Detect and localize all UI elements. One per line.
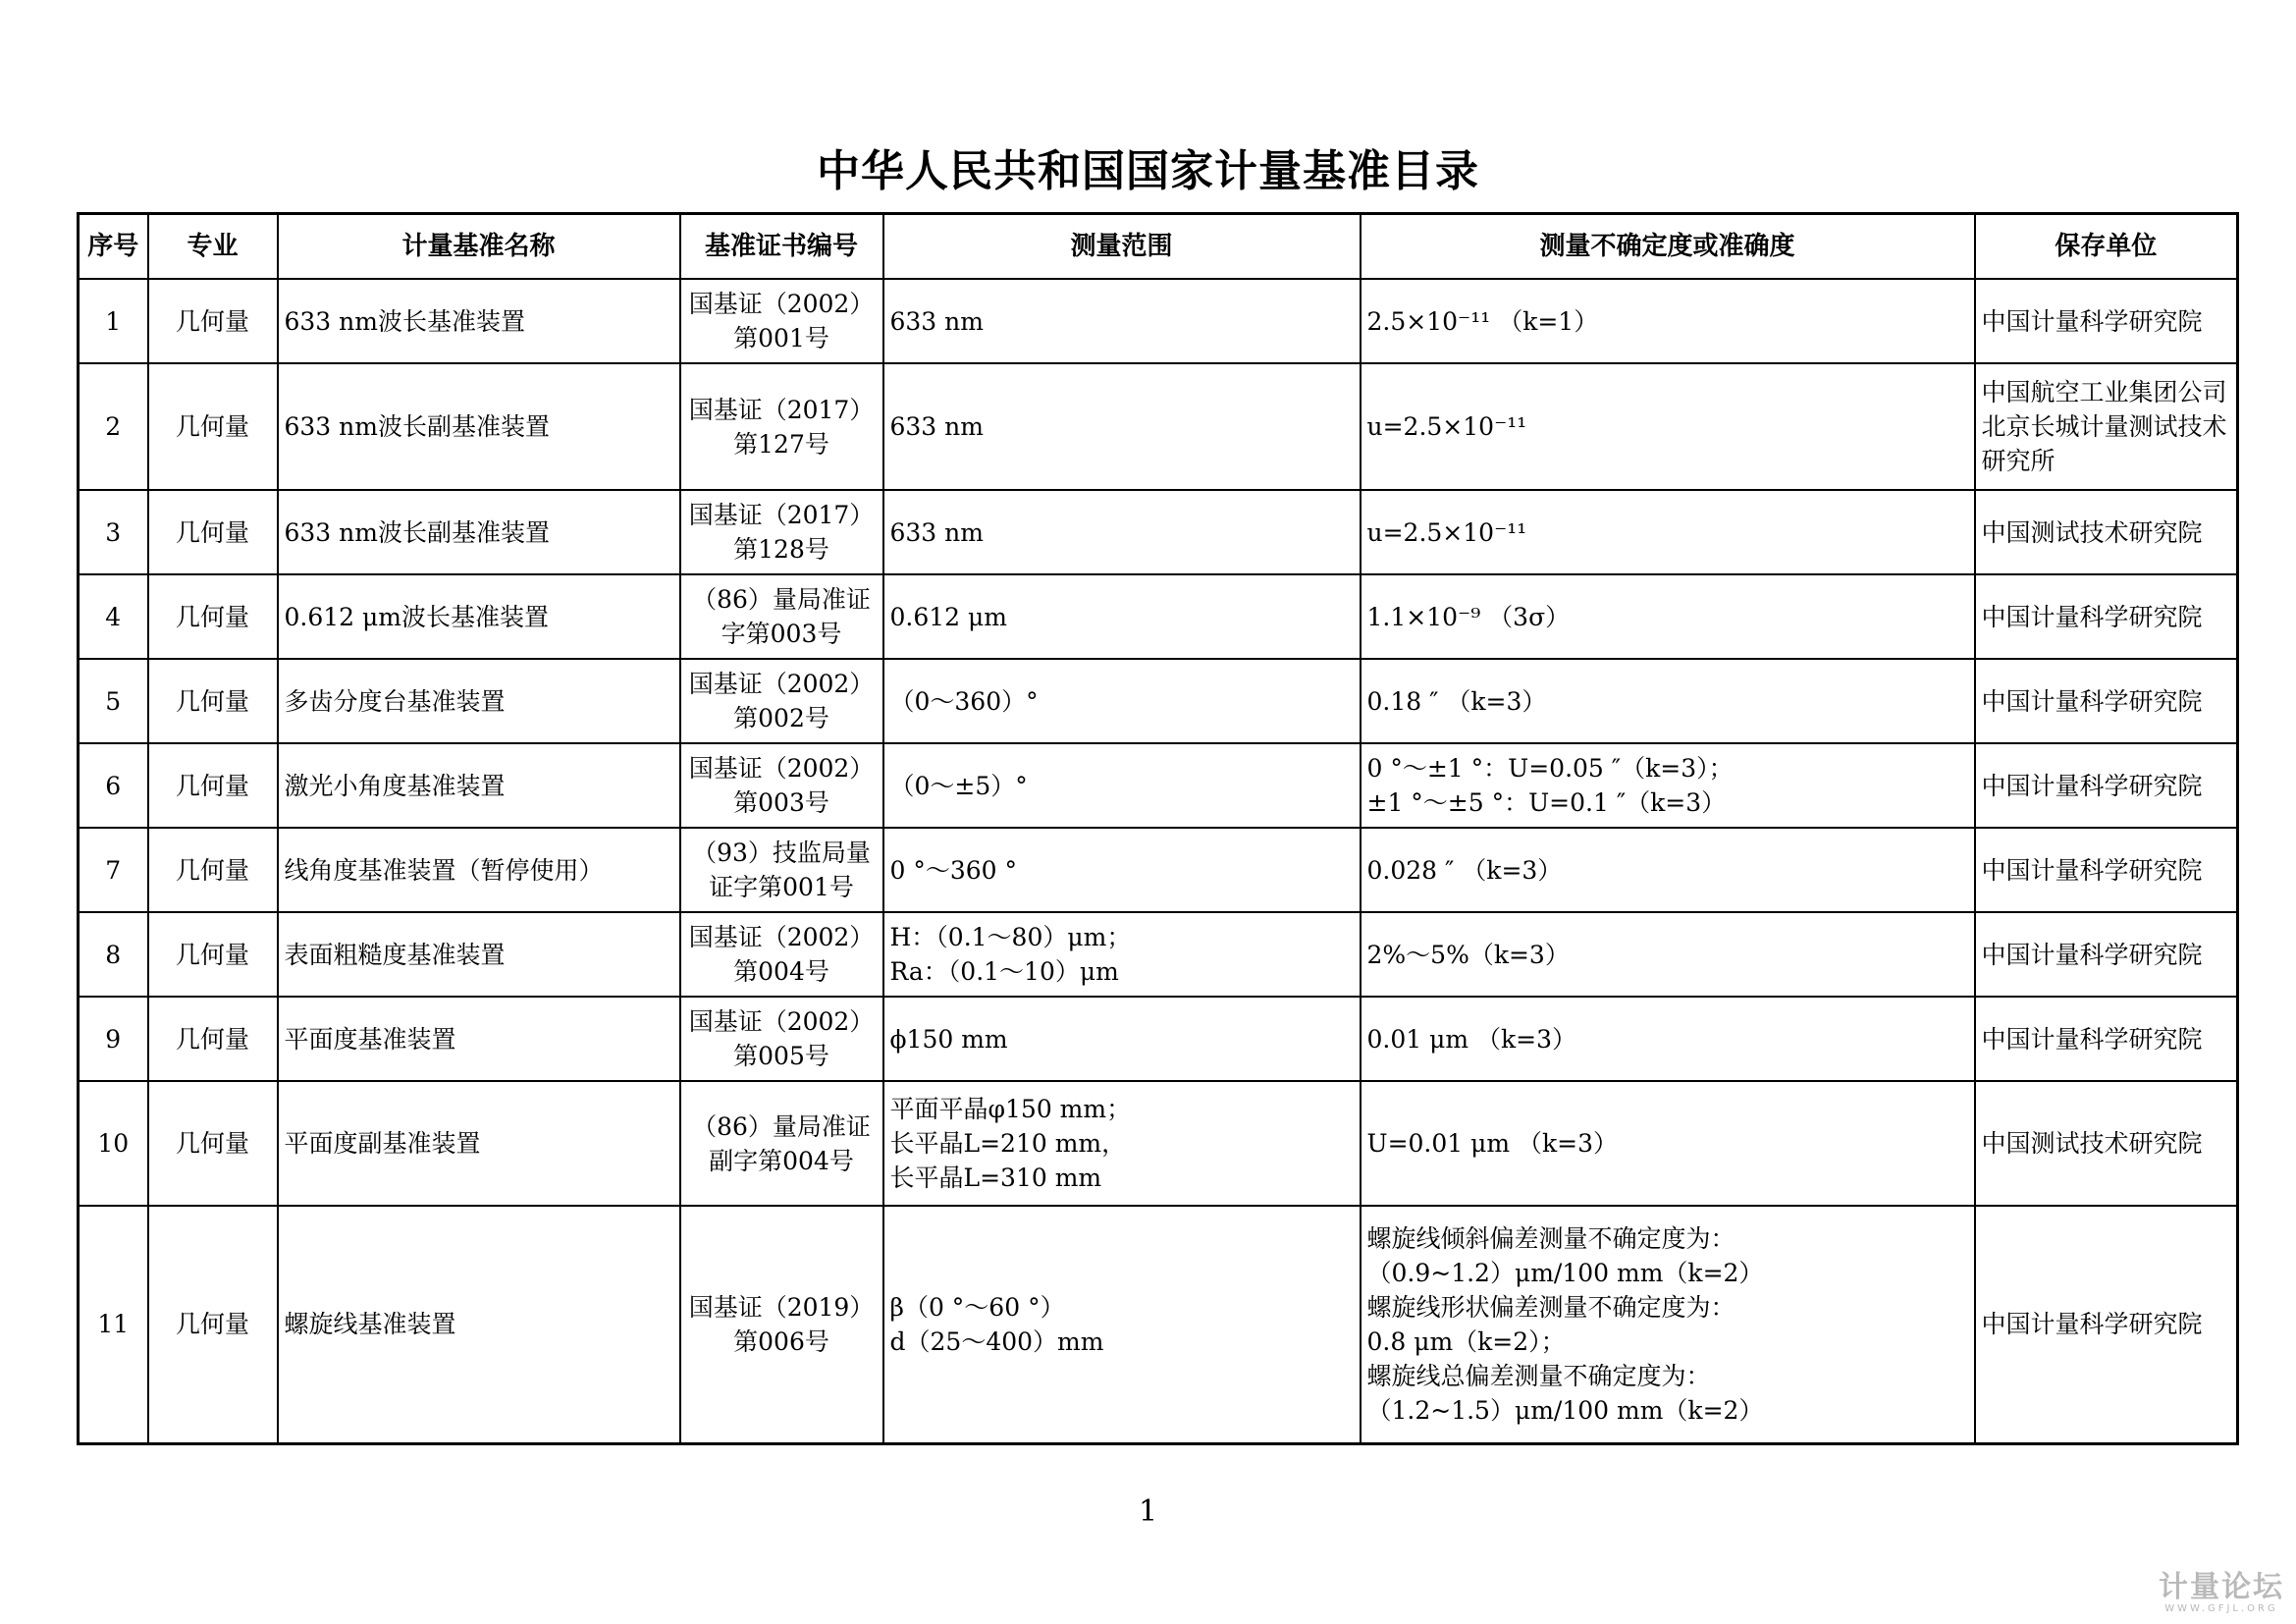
- cell-name: 多齿分度台基准装置: [278, 659, 680, 743]
- cell-uncertainty: u=2.5×10⁻¹¹: [1361, 363, 1975, 490]
- cell-no: 4: [79, 574, 148, 659]
- cell-no: 9: [79, 997, 148, 1081]
- table-row: [79, 659, 2238, 743]
- cell-range: β（0 °～60 °） d（25～400）mm: [883, 1206, 1361, 1443]
- site-watermark: [2159, 1570, 2284, 1614]
- cell-field: 几何量: [148, 828, 278, 912]
- cell-cert: （86）量局准证 副字第004号: [680, 1081, 883, 1206]
- document-title: 中华人民共和国国家计量基准目录: [817, 146, 1479, 196]
- cell-range: H：（0.1～80）μm； Ra：（0.1～10）μm: [883, 912, 1361, 997]
- cell-no: 2: [79, 363, 148, 490]
- cell-name: 螺旋线基准装置: [278, 1206, 680, 1443]
- cell-field: 几何量: [148, 490, 278, 574]
- cell-range: 0.612 μm: [883, 574, 1361, 659]
- cell-name: 0.612 μm波长基准装置: [278, 574, 680, 659]
- cell-uncertainty: 0.18 ″ （k=3）: [1361, 659, 1975, 743]
- table-row: [79, 828, 2238, 912]
- page-number: 1: [1138, 1494, 1158, 1529]
- cell-cert: 国基证（2002） 第005号: [680, 997, 883, 1081]
- cell-field: 几何量: [148, 743, 278, 828]
- header-range: 测量范围: [883, 214, 1361, 280]
- cell-field: 几何量: [148, 279, 278, 363]
- cell-uncertainty: U=0.01 μm （k=3）: [1361, 1081, 1975, 1206]
- cell-no: 10: [79, 1081, 148, 1206]
- cell-no: 8: [79, 912, 148, 997]
- watermark-text: 计量论坛: [2159, 1570, 2284, 1604]
- cell-unit: 中国测试技术研究院: [1975, 490, 2238, 574]
- cell-field: 几何量: [148, 574, 278, 659]
- cell-unit: 中国计量科学研究院: [1975, 912, 2238, 997]
- cell-unit: 中国计量科学研究院: [1975, 997, 2238, 1081]
- header-cert: 基准证书编号: [680, 214, 883, 280]
- cell-name: 激光小角度基准装置: [278, 743, 680, 828]
- cell-uncertainty: 2%～5%（k=3）: [1361, 912, 1975, 997]
- cell-uncertainty: u=2.5×10⁻¹¹: [1361, 490, 1975, 574]
- cell-name: 平面度副基准装置: [278, 1081, 680, 1206]
- cell-cert: （93）技监局量 证字第001号: [680, 828, 883, 912]
- cell-uncertainty: 2.5×10⁻¹¹ （k=1）: [1361, 279, 1975, 363]
- cell-unit: 中国计量科学研究院: [1975, 279, 2238, 363]
- cell-no: 1: [79, 279, 148, 363]
- table-row: [79, 1081, 2238, 1206]
- cell-unit: 中国航空工业集团公司北京长城计量测试技术研究所: [1975, 363, 2238, 490]
- table-row: [79, 490, 2238, 574]
- cell-unit: 中国计量科学研究院: [1975, 828, 2238, 912]
- watermark-url: WWW.GFJL.ORG: [2164, 1603, 2278, 1614]
- cell-range: 633 nm: [883, 279, 1361, 363]
- header-field: 专业: [148, 214, 278, 280]
- cell-uncertainty: 0.01 μm （k=3）: [1361, 997, 1975, 1081]
- header-uncertainty: 测量不确定度或准确度: [1361, 214, 1975, 280]
- cell-cert: 国基证（2002） 第002号: [680, 659, 883, 743]
- cell-range: 633 nm: [883, 363, 1361, 490]
- cell-name: 633 nm波长基准装置: [278, 279, 680, 363]
- table-row: [79, 912, 2238, 997]
- cell-field: 几何量: [148, 363, 278, 490]
- cell-name: 平面度基准装置: [278, 997, 680, 1081]
- cell-field: 几何量: [148, 1206, 278, 1443]
- cell-cert: 国基证（2002） 第001号: [680, 279, 883, 363]
- cell-name: 表面粗糙度基准装置: [278, 912, 680, 997]
- cell-unit: 中国计量科学研究院: [1975, 743, 2238, 828]
- cell-no: 5: [79, 659, 148, 743]
- table-row: [79, 574, 2238, 659]
- header-unit: 保存单位: [1975, 214, 2238, 280]
- cell-cert: 国基证（2019） 第006号: [680, 1206, 883, 1443]
- header-no: 序号: [79, 214, 148, 280]
- cell-no: 6: [79, 743, 148, 828]
- cell-field: 几何量: [148, 1081, 278, 1206]
- cell-no: 7: [79, 828, 148, 912]
- cell-no: 3: [79, 490, 148, 574]
- cell-no: 11: [79, 1206, 148, 1443]
- table-row: [79, 743, 2238, 828]
- cell-field: 几何量: [148, 659, 278, 743]
- standards-catalog-table: [77, 212, 2239, 1445]
- cell-cert: 国基证（2017） 第127号: [680, 363, 883, 490]
- cell-range: 0 °～360 °: [883, 828, 1361, 912]
- cell-uncertainty: 0 °～±1 °：U=0.05 ″（k=3）； ±1 °～±5 °：U=0.1 ″（k=3）: [1361, 743, 1975, 828]
- table-row: [79, 997, 2238, 1081]
- cell-range: 633 nm: [883, 490, 1361, 574]
- cell-cert: 国基证（2002） 第004号: [680, 912, 883, 997]
- cell-unit: 中国测试技术研究院: [1975, 1081, 2238, 1206]
- cell-name: 633 nm波长副基准装置: [278, 490, 680, 574]
- cell-unit: 中国计量科学研究院: [1975, 1206, 2238, 1443]
- cell-field: 几何量: [148, 997, 278, 1081]
- table-header-row: [79, 214, 2238, 280]
- table-row: [79, 279, 2238, 363]
- table-row: [79, 1206, 2238, 1443]
- cell-field: 几何量: [148, 912, 278, 997]
- cell-unit: 中国计量科学研究院: [1975, 574, 2238, 659]
- cell-range: （0～360）°: [883, 659, 1361, 743]
- cell-name: 633 nm波长副基准装置: [278, 363, 680, 490]
- cell-name: 线角度基准装置（暂停使用）: [278, 828, 680, 912]
- cell-cert: 国基证（2002） 第003号: [680, 743, 883, 828]
- header-name: 计量基准名称: [278, 214, 680, 280]
- cell-range: （0～±5）°: [883, 743, 1361, 828]
- cell-cert: （86）量局准证 字第003号: [680, 574, 883, 659]
- cell-range: ϕ150 mm: [883, 997, 1361, 1081]
- table-row: [79, 363, 2238, 490]
- cell-unit: 中国计量科学研究院: [1975, 659, 2238, 743]
- cell-uncertainty: 0.028 ″ （k=3）: [1361, 828, 1975, 912]
- cell-uncertainty: 螺旋线倾斜偏差测量不确定度为： （0.9~1.2）μm/100 mm（k=2） 螺旋线形状偏差测量不确定度为： 0.8 μm（k=2）； 螺旋线总偏差测量不确定度为： （1.2~1.5）μm/100 mm（k=2）: [1361, 1206, 1975, 1443]
- cell-range: 平面平晶φ150 mm； 长平晶L=210 mm， 长平晶L=310 mm: [883, 1081, 1361, 1206]
- cell-uncertainty: 1.1×10⁻⁹ （3σ）: [1361, 574, 1975, 659]
- cell-cert: 国基证（2017） 第128号: [680, 490, 883, 574]
